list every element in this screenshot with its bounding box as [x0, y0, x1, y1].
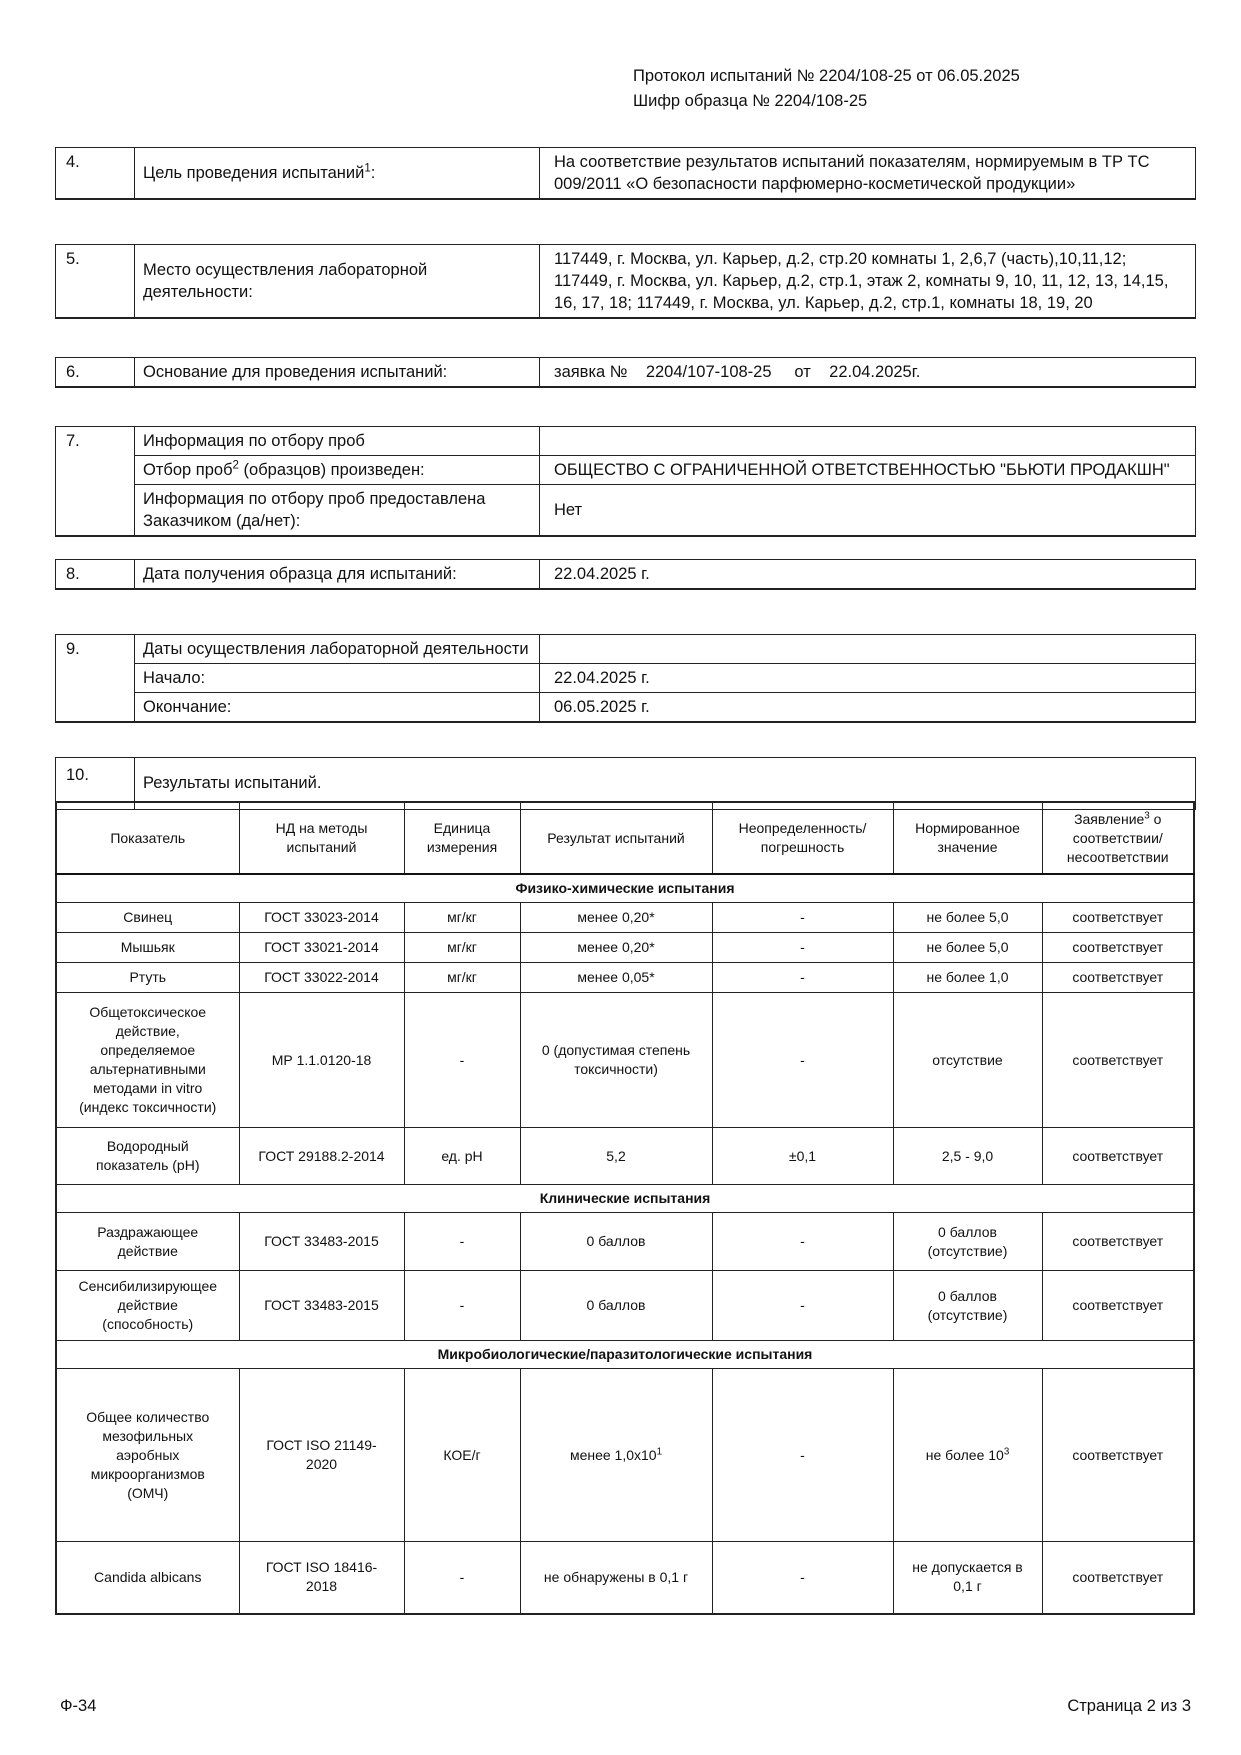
- cell-result-text: менее 1,0х10: [569, 1446, 657, 1463]
- table-row: [56, 245, 1196, 319]
- row-number: 10.: [56, 758, 135, 810]
- page-number: Страница 2 из 3: [1067, 1697, 1191, 1715]
- cell-uncertainty: -: [712, 933, 893, 963]
- row-value: 06.05.2025 г.: [540, 693, 1196, 723]
- section-title: Клинические испытания: [56, 1185, 1194, 1213]
- table-row-lead: [56, 903, 1194, 933]
- cell-indicator: Раздражающее действие: [56, 1213, 239, 1271]
- section-row-clinical: [56, 1185, 1194, 1213]
- cell-method: ГОСТ ISO 18416-2018: [239, 1542, 404, 1614]
- row-label: Даты осуществления лабораторной деятельности: [135, 635, 540, 664]
- cell-norm: [893, 1369, 1042, 1542]
- cell-statement: соответствует: [1042, 963, 1194, 993]
- cell-norm: 0 баллов (отсутствие): [893, 1213, 1042, 1271]
- lab-dates-table: [55, 634, 1196, 723]
- cell-result: не обнаружены в 0,1 г: [520, 1542, 712, 1614]
- cell-method: ГОСТ 33483-2015: [239, 1271, 404, 1341]
- section-row-microbio: [56, 1341, 1194, 1369]
- row-number: 8.: [56, 560, 135, 590]
- row-label: Начало:: [135, 664, 540, 693]
- table-row-candida: [56, 1542, 1194, 1614]
- cell-result: 0 (допустимая степень токсичности): [520, 993, 712, 1128]
- cell-result: менее 0,20*: [520, 933, 712, 963]
- cell-uncertainty: -: [712, 903, 893, 933]
- table-row: [56, 427, 1196, 456]
- col-header-result: Результат испытаний: [520, 802, 712, 874]
- cell-indicator: Сенсибилизирующее действие (способность): [56, 1271, 239, 1341]
- row-label: Информация по отбору проб предоставлена Заказчиком (да/нет):: [135, 485, 540, 537]
- cell-norm: не более 5,0: [893, 903, 1042, 933]
- row-label: [135, 456, 540, 485]
- cell-norm: отсутствие: [893, 993, 1042, 1128]
- row-value: 117449, г. Москва, ул. Карьер, д.2, стр.20 комнаты 1, 2,6,7 (часть),10,11,12; 117449, г. Москва, ул. Карьер, д.2, стр.1, этаж 2, комнаты 9, 10, 11, 12, 13, 14,15, 16, 17, 18; 117449, г. Москва, ул. Карьер, д.2, стр.1, комнаты 18, 19, 20: [540, 245, 1196, 319]
- cell-unit: мг/кг: [404, 903, 520, 933]
- sampling-table: [55, 426, 1196, 537]
- table-row: [56, 664, 1196, 693]
- row-label: Дата получения образца для испытаний:: [135, 560, 540, 590]
- exponent: 1: [656, 1445, 663, 1457]
- cell-indicator: Общее количество мезофильных аэробных микроорганизмов (ОМЧ): [56, 1369, 239, 1542]
- cell-uncertainty: -: [712, 1369, 893, 1542]
- cell-statement: соответствует: [1042, 1213, 1194, 1271]
- cell-result: 0 баллов: [520, 1213, 712, 1271]
- row-value: Нет: [540, 485, 1196, 537]
- cell-statement: соответствует: [1042, 933, 1194, 963]
- table-row-arsenic: [56, 933, 1194, 963]
- cell-result: [520, 1369, 712, 1542]
- cell-result: менее 0,20*: [520, 903, 712, 933]
- results-table: [55, 801, 1195, 1615]
- row-value: На соответствие результатов испытаний показателям, нормируемым в ТР ТС 009/2011 «О безопасности парфюмерно-косметической продукции»: [540, 148, 1196, 200]
- col-header-uncertainty: Неопределенность/погрешность: [712, 802, 893, 874]
- row-value: заявка № 2204/107-108-25 от 22.04.2025г.: [540, 358, 1196, 388]
- receive-date-table: [55, 559, 1196, 590]
- cell-unit: -: [404, 1542, 520, 1614]
- footnote-marker: 3: [1144, 809, 1150, 821]
- table-row-irritant: [56, 1213, 1194, 1271]
- table-row-toxicity: [56, 993, 1194, 1128]
- table-row: [56, 560, 1196, 590]
- row-value-empty: [540, 427, 1196, 456]
- section-row-physchem: [56, 874, 1194, 903]
- cell-unit: мг/кг: [404, 933, 520, 963]
- row-number: 4.: [56, 148, 135, 200]
- table-row: [56, 693, 1196, 723]
- cell-uncertainty: -: [712, 993, 893, 1128]
- cell-norm: 2,5 - 9,0: [893, 1128, 1042, 1185]
- row-label-suffix: (образцов) произведен:: [238, 461, 425, 479]
- row-value: 22.04.2025 г.: [540, 560, 1196, 590]
- cell-norm: не более 1,0: [893, 963, 1042, 993]
- cell-uncertainty: -: [712, 1271, 893, 1341]
- row-number: 6.: [56, 358, 135, 388]
- row-value: 22.04.2025 г.: [540, 664, 1196, 693]
- row-value-empty: [540, 635, 1196, 664]
- cell-method: МР 1.1.0120-18: [239, 993, 404, 1128]
- table-row-omch: [56, 1369, 1194, 1542]
- cell-result: 0 баллов: [520, 1271, 712, 1341]
- table-row: [56, 635, 1196, 664]
- row-label: [135, 148, 540, 200]
- cell-uncertainty: -: [712, 1542, 893, 1614]
- col-header-indicator: Показатель: [56, 802, 239, 874]
- cell-indicator: Candida albicans: [56, 1542, 239, 1614]
- row-label: Место осуществления лабораторной деятельности:: [135, 245, 540, 319]
- row-label-text: Цель проведения испытаний: [143, 164, 365, 182]
- cell-indicator: Мышьяк: [56, 933, 239, 963]
- cell-unit: -: [404, 1271, 520, 1341]
- table-row: [56, 456, 1196, 485]
- cell-unit: -: [404, 1213, 520, 1271]
- sample-code-line: Шифр образца № 2204/108-25: [633, 92, 868, 110]
- footnote-marker: 2: [232, 459, 239, 472]
- cell-uncertainty: ±0,1: [712, 1128, 893, 1185]
- cell-method: ГОСТ 33021-2014: [239, 933, 404, 963]
- cell-statement: соответствует: [1042, 1369, 1194, 1542]
- row-number: 9.: [56, 635, 135, 723]
- cell-unit: КОЕ/г: [404, 1369, 520, 1542]
- basis-table: [55, 357, 1196, 388]
- cell-result: менее 0,05*: [520, 963, 712, 993]
- cell-statement: соответствует: [1042, 1542, 1194, 1614]
- results-header-row: [56, 802, 1194, 874]
- section-title: Микробиологические/паразитологические испытания: [56, 1341, 1194, 1369]
- col-header-unit: Единица измерения: [404, 802, 520, 874]
- cell-norm: 0 баллов (отсутствие): [893, 1271, 1042, 1341]
- row-value: ОБЩЕСТВО С ОГРАНИЧЕННОЙ ОТВЕТСТВЕННОСТЬЮ "БЬЮТИ ПРОДАКШН": [540, 456, 1196, 485]
- form-code: Ф-34: [60, 1697, 97, 1715]
- row-label-text: Отбор проб: [143, 461, 233, 479]
- cell-statement: соответствует: [1042, 1271, 1194, 1341]
- row-label: Окончание:: [135, 693, 540, 723]
- cell-norm: не более 5,0: [893, 933, 1042, 963]
- cell-unit: -: [404, 993, 520, 1128]
- row-label: Основание для проведения испытаний:: [135, 358, 540, 388]
- cell-indicator: Общетоксическое действие, определяемое альтернативными методами in vitro (индекс токсичности): [56, 993, 239, 1128]
- col-header-statement-text: Заявление: [1074, 810, 1145, 827]
- cell-method: ГОСТ ISO 21149-2020: [239, 1369, 404, 1542]
- document-header: [633, 64, 1020, 114]
- cell-indicator: Ртуть: [56, 963, 239, 993]
- table-row: [56, 148, 1196, 200]
- cell-unit: мг/кг: [404, 963, 520, 993]
- row-number: 7.: [56, 427, 135, 537]
- cell-method: ГОСТ 29188.2-2014: [239, 1128, 404, 1185]
- cell-method: ГОСТ 33022-2014: [239, 963, 404, 993]
- cell-norm-text: не более 10: [925, 1446, 1004, 1463]
- cell-norm: не допускается в 0,1 г: [893, 1542, 1042, 1614]
- footnote-marker: 1: [364, 162, 371, 175]
- col-header-statement: [1042, 802, 1194, 874]
- cell-statement: соответствует: [1042, 993, 1194, 1128]
- cell-indicator: Водородный показатель (pH): [56, 1128, 239, 1185]
- exponent: 3: [1003, 1445, 1010, 1457]
- col-header-norm: Нормированное значение: [893, 802, 1042, 874]
- goal-table: [55, 147, 1196, 200]
- table-row-sensitizing: [56, 1271, 1194, 1341]
- cell-statement: соответствует: [1042, 1128, 1194, 1185]
- protocol-number-line: Протокол испытаний № 2204/108-25 от 06.05.2025: [633, 67, 1020, 85]
- row-number: 5.: [56, 245, 135, 319]
- row-label: Информация по отбору проб: [135, 427, 540, 456]
- place-table: [55, 244, 1196, 319]
- section-title: Физико-химические испытания: [56, 874, 1194, 903]
- cell-result: 5,2: [520, 1128, 712, 1185]
- col-header-method: НД на методы испытаний: [239, 802, 404, 874]
- cell-statement: соответствует: [1042, 903, 1194, 933]
- col-header-statement-suffix: о соответствии/несоответствии: [1066, 810, 1169, 865]
- results-caption: Результаты испытаний.: [135, 758, 1196, 810]
- cell-method: ГОСТ 33023-2014: [239, 903, 404, 933]
- table-row: [56, 485, 1196, 537]
- cell-indicator: Свинец: [56, 903, 239, 933]
- cell-unit: ед. pH: [404, 1128, 520, 1185]
- cell-method: ГОСТ 33483-2015: [239, 1213, 404, 1271]
- table-row-mercury: [56, 963, 1194, 993]
- cell-uncertainty: -: [712, 963, 893, 993]
- table-row-ph: [56, 1128, 1194, 1185]
- cell-uncertainty: -: [712, 1213, 893, 1271]
- row-label-suffix: :: [370, 164, 376, 182]
- table-row: [56, 358, 1196, 388]
